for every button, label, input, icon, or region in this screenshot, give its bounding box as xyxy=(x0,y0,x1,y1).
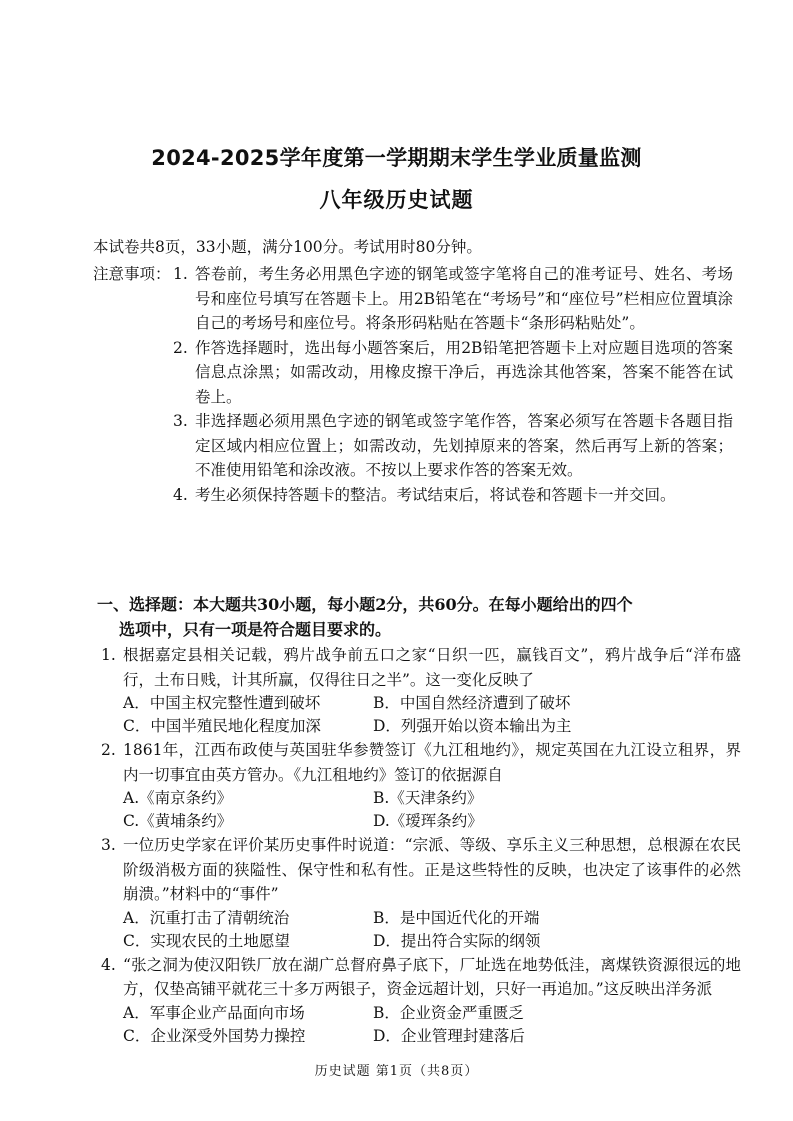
option-d: D.《瑷珲条约》 xyxy=(373,812,483,830)
note-item xyxy=(173,409,733,483)
question-text: 一位历史学家在评价某历史事件时说道：“宗派、等级、享乐主义三种思想，总根源在农民阶级消极方面的狭隘性、保守性和私有性。正是这些特性的反映，也决定了该事件的必然崩溃。”材料中的“事件” xyxy=(123,836,741,903)
option-c: C．中国半殖民地化程度加深 xyxy=(123,717,321,735)
question-stem xyxy=(101,643,741,692)
note-text: 作答选择题时，选出每小题答案后，用2B铅笔把答题卡上对应题目选项的答案信息点涂黑；如需改动，用橡皮擦干净后，再选涂其他答案，答案不能答在试卷上。 xyxy=(195,338,733,406)
question-number: 2. xyxy=(101,741,116,759)
question-text: 1861年，江西布政使与英国驻华参赞签订《九江租地约》，规定英国在九江设立租界，界内一切事宜由英方管办。《九江租地约》签订的依据源自 xyxy=(123,741,741,784)
note-item xyxy=(173,336,733,410)
notes-label: 注意事项： xyxy=(93,265,171,283)
note-item xyxy=(173,483,733,508)
option-b: B．是中国近代化的开端 xyxy=(373,908,540,927)
option-b: B.《天津条约》 xyxy=(373,789,483,807)
option-d: D．提出符合实际的纲领 xyxy=(373,931,541,950)
option-c: C．实现农民的土地愿望 xyxy=(123,931,290,950)
question xyxy=(101,643,741,738)
note-number: 1. xyxy=(173,265,188,283)
option-a: A．军事企业产品面向市场 xyxy=(123,1003,305,1022)
question-options xyxy=(101,692,741,738)
question-list xyxy=(101,643,741,1048)
question-text: “张之洞为使汉阳铁厂放在湖广总督府鼻子底下，厂址选在地势低洼，离煤铁资源很远的地方，仅垫高铺平就花三十多万两银子，资金远超计划，只好一再追加。”这反映出洋务派 xyxy=(123,955,741,998)
question xyxy=(101,833,741,953)
exam-intro: 本试卷共8页，33小题，满分100分。考试用时80分钟。 xyxy=(93,238,482,256)
question-number: 4. xyxy=(101,955,116,974)
option-d: D．企业管理封建落后 xyxy=(373,1026,525,1045)
question-text: 根据嘉定县相关记载，鸦片战争前五口之家“日织一匹，赢钱百文”，鸦片战争后“洋布盛行，土布日贱，计其所赢，仅得往日之半”。这一变化反映了 xyxy=(123,646,741,689)
page-footer: 历史试题 第1页（共8页） xyxy=(314,1064,479,1079)
note-number: 2. xyxy=(173,338,188,357)
question-options xyxy=(101,907,741,953)
question-stem xyxy=(101,833,741,907)
question-number: 1. xyxy=(101,646,116,664)
question xyxy=(101,953,741,1048)
note-text: 非选择题必须用黑色字迹的钢笔或签字笔作答，答案必须写在答题卡各题目指定区域内相应位置上；如需改动，先划掉原来的答案，然后再写上新的答案；不准使用铅笔和涂改液。不按以上要求作答的答案无效。 xyxy=(195,412,733,479)
question xyxy=(101,738,741,833)
note-text: 答卷前，考生务必用黑色字迹的钢笔或签字笔将自己的准考证号、姓名、考场号和座位号填写在答题卡上。用2B铅笔在“考场号”和“座位号”栏相应位置填涂自己的考场号和座位号。将条形码粘贴在答题卡“条形码粘贴处”。 xyxy=(195,265,733,332)
question-options xyxy=(101,787,741,833)
option-a: A．沉重打击了清朝统治 xyxy=(123,908,290,927)
exam-title: 2024-2025学年度第一学期期末学生学业质量监测 xyxy=(151,146,642,170)
question-options xyxy=(101,1002,741,1048)
note-number: 4. xyxy=(173,485,188,504)
option-c: C．企业深受外国势力操控 xyxy=(123,1026,306,1045)
option-a: A．中国主权完整性遭到破坏 xyxy=(123,694,321,712)
option-b: B．中国自然经济遭到了破坏 xyxy=(373,694,571,712)
notes-list xyxy=(173,262,733,507)
section-heading xyxy=(97,592,737,642)
note-item xyxy=(173,262,733,336)
option-c: C.《黄埔条约》 xyxy=(123,812,233,830)
question-number: 3. xyxy=(101,836,116,854)
section-heading-line: 选项中，只有一项是符合题目要求的。 xyxy=(119,620,392,639)
section-heading-line: 一、选择题：本大题共30小题，每小题2分，共60分。在每小题给出的四个 xyxy=(97,595,633,614)
note-number: 3. xyxy=(173,412,188,430)
exam-subtitle: 八年级历史试题 xyxy=(319,188,474,212)
option-b: B．企业资金严重匮乏 xyxy=(373,1003,524,1022)
option-a: A.《南京条约》 xyxy=(123,789,233,807)
question-stem xyxy=(101,738,741,787)
question-stem xyxy=(101,953,741,1002)
option-d: D．列强开始以资本输出为主 xyxy=(373,717,572,735)
note-text: 考生必须保持答题卡的整洁。考试结束后，将试卷和答题卡一并交回。 xyxy=(195,485,676,504)
